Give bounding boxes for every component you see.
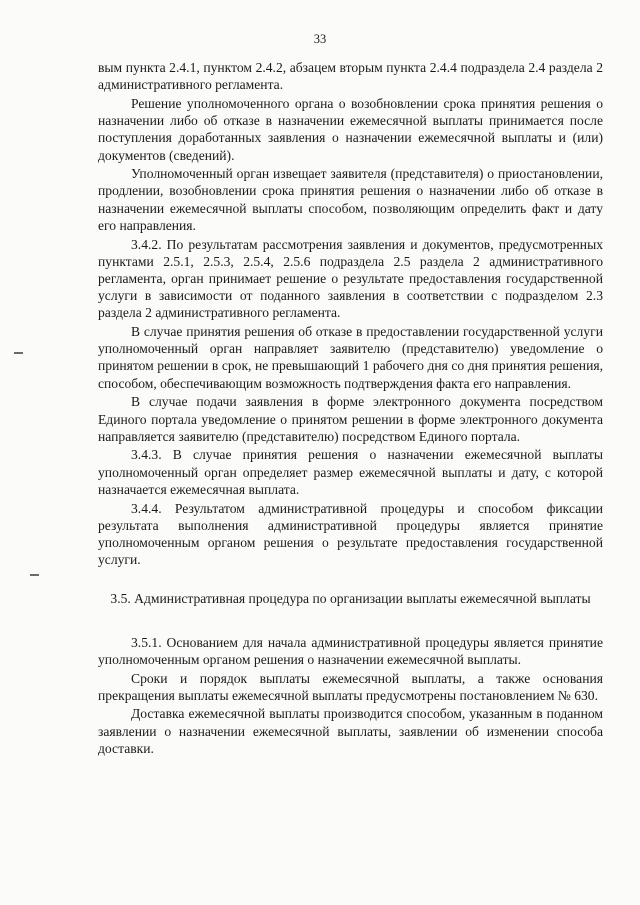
margin-mark — [30, 574, 39, 576]
paragraph: 3.5.1. Основанием для начала административной процедуры является принятие уполномоченным органом решения о назначении ежемесячной выплаты. — [98, 634, 603, 667]
paragraph: Сроки и порядок выплаты ежемесячной выплаты, а также основания прекращения выплаты ежемесячной выплаты предусмотрены постановлением № 630. — [98, 670, 603, 703]
page-number: 33 — [313, 32, 327, 46]
paragraph: 3.4.4. Результатом административной процедуры и способом фиксации результата выполнения административной процедуры является принятие уполномоченным органом решения о результате предоставления государственной услуги. — [98, 500, 603, 568]
document-body — [98, 59, 603, 759]
margin-mark — [14, 352, 23, 354]
paragraph: Решение уполномоченного органа о возобновлении срока принятия решения о назначении либо об отказе в назначении ежемесячной выплаты принимается после поступления доработанных заявления о назначении ежемесячной выплаты и (или) документов (сведений). — [98, 95, 603, 163]
paragraph: В случае принятия решения об отказе в предоставлении государственной услуги уполномоченный орган направляет заявителю (представителю) уведомление о принятом решении в срок, не превышающий 1 рабочего дня со дня принятия решения, способом, обеспечивающим возможность подтверждения факта его направления. — [98, 324, 603, 391]
paragraph: вым пункта 2.4.1, пунктом 2.4.2, абзацем вторым пункта 2.4.4 подраздела 2.4 раздела 2 административного регламента. — [98, 60, 603, 93]
paragraph: Уполномоченный орган извещает заявителя (представителя) о приостановлении, продлении, возобновлении срока принятия решения о назначении либо об отказе в назначении ежемесячной выплаты способом, позволяющим определить факт и дату его направления. — [98, 166, 603, 233]
paragraph: 3.4.2. По результатам рассмотрения заявления и документов, предусмотренных пунктами 2.5.1, 2.5.3, 2.5.4, 2.5.6 подраздела 2.5 раздела 2 административного регламента, орган принимает решение о результате предоставления государственной услуги в зависимости от поданного заявления в соответствии с подразделом 2.3 раздела 2 административного регламента. — [98, 236, 603, 321]
paragraph: В случае подачи заявления в форме электронного документа посредством Единого портала уведомление о принятом решении в форме электронного документа направляется заявителю (представителю) посредством Единого портала. — [98, 394, 603, 444]
paragraph: Доставка ежемесячной выплаты производится способом, указанным в поданном заявлении о назначении ежемесячной выплаты, заявлении об изменении способа доставки. — [98, 706, 603, 756]
paragraph: 3.4.3. В случае принятия решения о назначении ежемесячной выплаты уполномоченный орган определяет размер ежемесячной выплаты и дату, с которой назначается ежемесячная выплата. — [98, 447, 603, 497]
section-heading: 3.5. Административная процедура по организации выплаты ежемесячной выплаты — [110, 591, 591, 607]
